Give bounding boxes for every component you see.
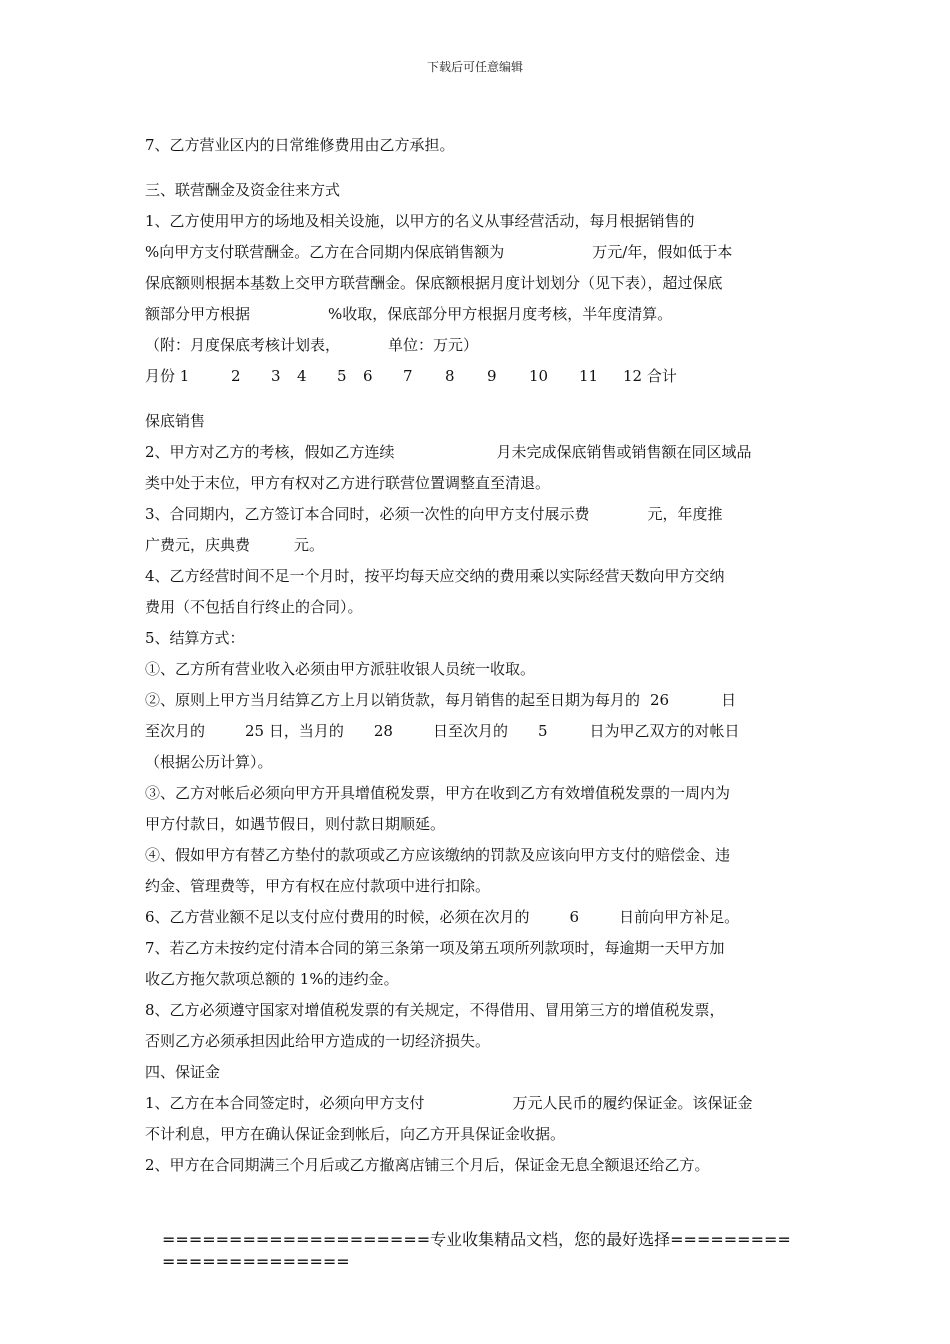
text-segment: 广费元，庆典费 xyxy=(145,536,251,554)
text-segment: （附：月度保底考核计划表， xyxy=(145,336,341,354)
text-segment: 1、乙方在本合同签定时，必须向甲方支付 xyxy=(145,1094,425,1112)
para-4-line-a: 4、乙方经营时间不足一个月时，按平均每天应交纳的费用乘以实际经营天数向甲方交纳 xyxy=(145,567,725,585)
settlement-item-2-line-a xyxy=(145,685,810,716)
monthly-plan-table-header xyxy=(145,361,810,392)
text-segment: 6 xyxy=(569,908,580,926)
para-2-line-a xyxy=(145,437,810,468)
text-segment: %收取，保底部分甲方根据月度考核，半年度清算。 xyxy=(328,305,673,323)
para-8-line-b: 否则乙方必须承担因此给甲方造成的一切经济损失。 xyxy=(145,1032,491,1050)
page-header: 下载后可任意编辑 xyxy=(426,60,523,74)
clause-7-maintenance: 7、乙方营业区内的日常维修费用由乙方承担。 xyxy=(145,136,455,154)
text-segment: 单位：万元） xyxy=(388,336,479,354)
text-segment: 日 xyxy=(721,691,737,709)
text-segment: 25 日，当月的 xyxy=(245,722,344,740)
text-segment: 5 xyxy=(537,722,548,740)
table-cell: 10 xyxy=(529,367,549,385)
deposit-2: 2、甲方在合同期满三个月后或乙方撤离店铺三个月后，保证金无息全额退还给乙方。 xyxy=(145,1156,710,1174)
para-1-line-c: 保底额则根据本基数上交甲方联营酬金。保底额根据月度计划划分（见下表），超过保底 xyxy=(145,274,723,292)
settlement-item-4-line-b: 约金、管理费等，甲方有权在应付款项中进行扣除。 xyxy=(145,877,491,895)
table-cell: 12 合计 xyxy=(623,367,677,385)
text-segment: %向甲方支付联营酬金。乙方在合同期内保底销售额为 xyxy=(145,243,505,261)
para-7-line-a: 7、若乙方未按约定付清本合同的第三条第一项及第五项所列款项时，每逾期一天甲方加 xyxy=(145,939,725,957)
text-segment: 日至次月的 xyxy=(432,722,508,740)
text-segment: 2、甲方对乙方的考核，假如乙方连续 xyxy=(145,443,395,461)
page-footer-banner: ====================专业收集精品文档，您的最好选择======================= xyxy=(162,1230,791,1271)
baodi-sales-label: 保底销售 xyxy=(145,412,206,430)
para-5-heading: 5、结算方式： xyxy=(145,629,245,647)
text-segment: 万元人民币的履约保证金。该保证金 xyxy=(512,1094,753,1112)
para-3-line-a xyxy=(145,499,810,530)
para-1-line-d xyxy=(145,299,810,330)
table-cell: 11 xyxy=(579,367,599,385)
section-4-heading: 四、保证金 xyxy=(145,1063,221,1081)
settlement-item-1: ①、乙方所有营业收入必须由甲方派驻收银人员统一收取。 xyxy=(145,660,536,678)
deposit-1-line-b: 不计利息，甲方在确认保证金到帐后，向乙方开具保证金收据。 xyxy=(145,1125,566,1143)
text-segment: 日前向甲方补足。 xyxy=(619,908,740,926)
settlement-item-3-line-b: 甲方付款日，如遇节假日，则付款日期顺延。 xyxy=(145,815,446,833)
para-1-line-b xyxy=(145,237,810,268)
table-cell: 9 xyxy=(487,367,497,385)
text-segment: 日为甲乙双方的对帐日 xyxy=(589,722,740,740)
settlement-item-2-line-c: （根据公历计算）。 xyxy=(145,753,273,771)
settlement-item-3-line-a: ③、乙方对帐后必须向甲方开具增值税发票，甲方在收到乙方有效增值税发票的一周内为 xyxy=(145,784,731,802)
text-segment: 额部分甲方根据 xyxy=(145,305,251,323)
para-3-line-b xyxy=(145,530,810,561)
para-6 xyxy=(145,902,810,933)
para-4-line-b: 费用（不包括自行终止的合同）。 xyxy=(145,598,363,616)
para-8-line-a: 8、乙方必须遵守国家对增值税发票的有关规定，不得借用、冒用第三方的增值税发票， xyxy=(145,1001,725,1019)
text-segment: 万元/年，假如低于本 xyxy=(592,243,733,261)
table-cell: 2 xyxy=(231,367,241,385)
document-body xyxy=(145,130,810,1181)
text-segment: 26 xyxy=(650,691,670,709)
text-segment: 月未完成保底销售或销售额在同区域品 xyxy=(496,443,752,461)
text-segment: 至次月的 xyxy=(145,722,206,740)
text-segment: 元，年度推 xyxy=(647,505,723,523)
section-3-heading: 三、联营酬金及资金往来方式 xyxy=(145,181,341,199)
table-cell: 7 xyxy=(403,367,413,385)
text-segment: 元。 xyxy=(294,536,325,554)
text-segment: 6、乙方营业额不足以支付应付费用的时候，必须在次月的 xyxy=(145,908,530,926)
text-segment: ②、原则上甲方当月结算乙方上月以销货款，每月销售的起至日期为每月的 xyxy=(145,691,641,709)
text-segment: 28 xyxy=(373,722,393,740)
table-cell: 6 xyxy=(363,367,373,385)
table-cell: 8 xyxy=(445,367,455,385)
para-2-line-b: 类中处于末位，甲方有权对乙方进行联营位置调整直至清退。 xyxy=(145,474,551,492)
settlement-item-4-line-a: ④、假如甲方有替乙方垫付的款项或乙方应该缴纳的罚款及应该向甲方支付的赔偿金、违 xyxy=(145,846,731,864)
table-cell: 月份 1 xyxy=(145,367,190,385)
table-cell: 3 xyxy=(271,367,281,385)
para-7-line-b: 收乙方拖欠款项总额的 1%的违约金。 xyxy=(145,970,399,988)
para-1-line-a: 1、乙方使用甲方的场地及相关设施，以甲方的名义从事经营活动，每月根据销售的 xyxy=(145,212,695,230)
text-segment: 3、合同期内，乙方签订本合同时，必须一次性的向甲方支付展示费 xyxy=(145,505,590,523)
para-1-line-e xyxy=(145,330,810,361)
settlement-item-2-line-b xyxy=(145,716,810,747)
table-cell: 4 xyxy=(297,367,307,385)
deposit-1-line-a xyxy=(145,1088,810,1119)
table-cell: 5 xyxy=(337,367,347,385)
